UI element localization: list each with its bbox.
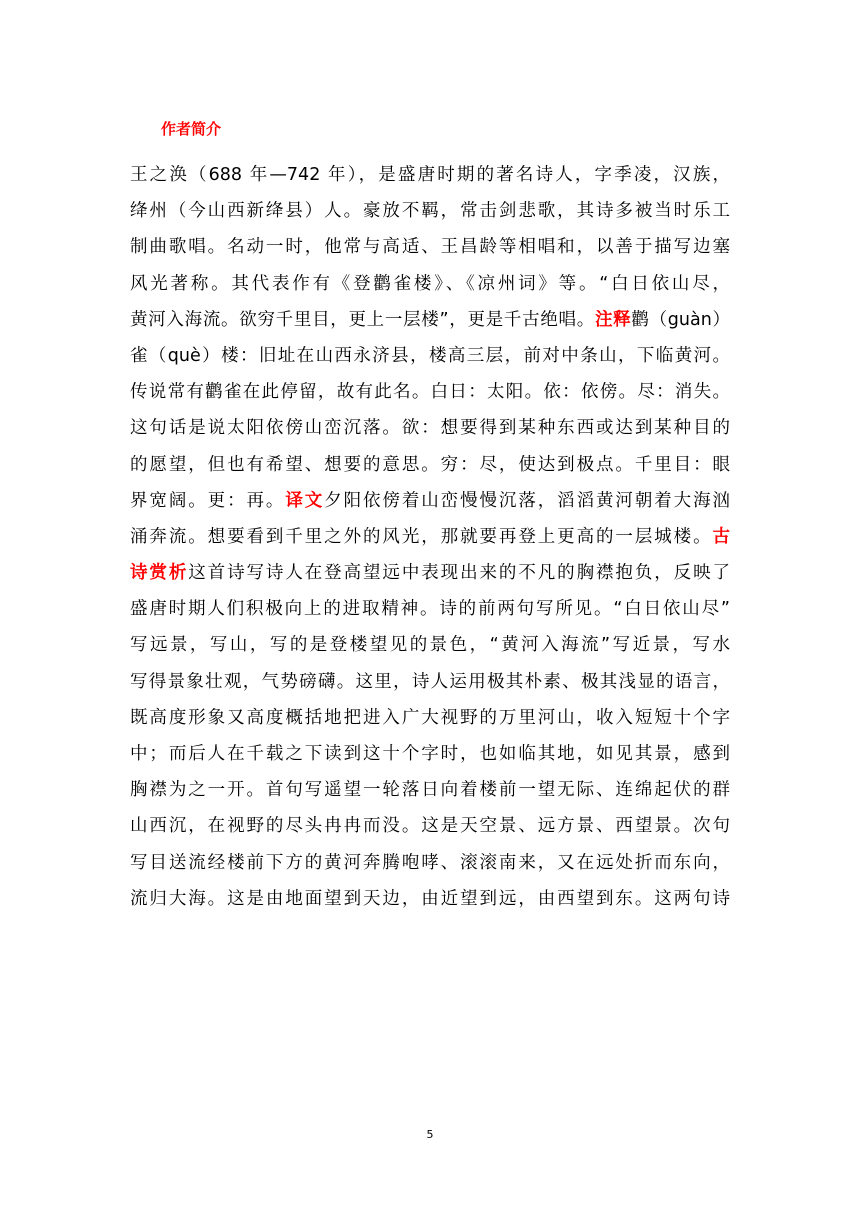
text-line	[130, 193, 730, 229]
text-line	[130, 591, 730, 627]
text-line	[130, 772, 730, 808]
text-run: 黄河入海流。欲穷千里目，更上一层楼”，更是千古绝唱。	[130, 309, 595, 330]
text-run: 既高度形象又高度概括地把进入广大视野的万里河山，收入短短十个字	[130, 707, 730, 728]
section-heading: 作者简介	[161, 120, 222, 138]
text-run: 这首诗写诗人在登高望远中表现出来的不凡的胸襟抱负，反映了	[188, 563, 730, 584]
text-line	[130, 808, 730, 844]
text-run: 风光著称。其代表作有《登鹳雀楼》、《凉州词》等。“白日依山尽，	[130, 273, 730, 294]
text-line	[130, 410, 730, 446]
text-line	[130, 157, 730, 193]
text-line	[130, 627, 730, 663]
body-paragraph	[130, 157, 730, 917]
page-number: 5	[426, 1128, 434, 1141]
text-line	[130, 266, 730, 302]
text-run: 绛州（今山西新绛县）人。豪放不羁，常击剑悲歌，其诗多被当时乐工	[130, 201, 730, 222]
text-run: 涌奔流。想要看到千里之外的风光，那就要再登上更高的一层城楼。	[130, 526, 713, 547]
text-run: 盛唐时期人们积极向上的进取精神。诗的前两句写所见。“白日依山尽”	[130, 599, 730, 620]
text-line	[130, 736, 730, 772]
text-line	[130, 555, 730, 591]
text-run: 的愿望，但也有希望、想要的意思。穷：尽，使达到极点。千里目：眼	[130, 454, 730, 475]
text-line	[130, 845, 730, 881]
text-line	[130, 302, 730, 338]
section-label: 注释	[594, 309, 632, 330]
text-run: 传说常有鹳雀在此停留，故有此名。白日：太阳。依：依傍。尽：消失。	[130, 382, 730, 403]
section-label: 诗赏析	[130, 563, 189, 584]
text-run: 写远景，写山，写的是登楼望见的景色，“黄河入海流”写近景，写水	[130, 635, 730, 656]
text-line	[130, 338, 730, 374]
text-line	[130, 700, 730, 736]
section-label: 古	[712, 526, 730, 547]
text-run: 王之涣（688 年—742 年），是盛唐时期的著名诗人，字季凌，汉族，	[130, 165, 730, 185]
text-run: 写得景象壮观，气势磅礴。这里，诗人运用极其朴素、极其浅显的语言，	[130, 671, 730, 692]
text-run: 制曲歌唱。名动一时，他常与高适、王昌龄等相唱和，以善于描写边塞	[130, 237, 730, 258]
text-run: 这句话是说太阳依傍山峦沉落。欲：想要得到某种东西或达到某种目的	[130, 418, 730, 439]
text-line	[130, 483, 730, 519]
text-run: 中；而后人在千载之下读到这十个字时，也如临其地，如见其景，感到	[130, 744, 730, 764]
text-run: 夕阳依傍着山峦慢慢沉落，滔滔黄河朝着大海汹	[324, 490, 731, 511]
text-line	[130, 447, 730, 483]
text-run: 流归大海。这是由地面望到天边，由近望到远，由西望到东。这两句诗	[130, 888, 730, 909]
text-run: 写目送流经楼前下方的黄河奔腾咆哮、滚滚南来，又在远处折而东向，	[130, 852, 730, 873]
section-label: 译文	[285, 490, 325, 511]
text-run: 界宽阔。更：再。	[130, 490, 286, 511]
text-line	[130, 229, 730, 265]
text-run: 胸襟为之一开。首句写遥望一轮落日向着楼前一望无际、连绵起伏的群	[130, 780, 730, 801]
text-run: 鹳（guàn）	[631, 309, 730, 330]
text-line	[130, 374, 730, 410]
text-line	[130, 664, 730, 700]
text-line	[130, 519, 730, 555]
text-line	[130, 881, 730, 917]
text-run: 山西沉，在视野的尽头冉冉而没。这是天空景、远方景、西望景。次句	[130, 816, 730, 837]
text-run: 雀（què）楼：旧址在山西永济县，楼高三层，前对中条山，下临黄河。	[130, 345, 730, 366]
